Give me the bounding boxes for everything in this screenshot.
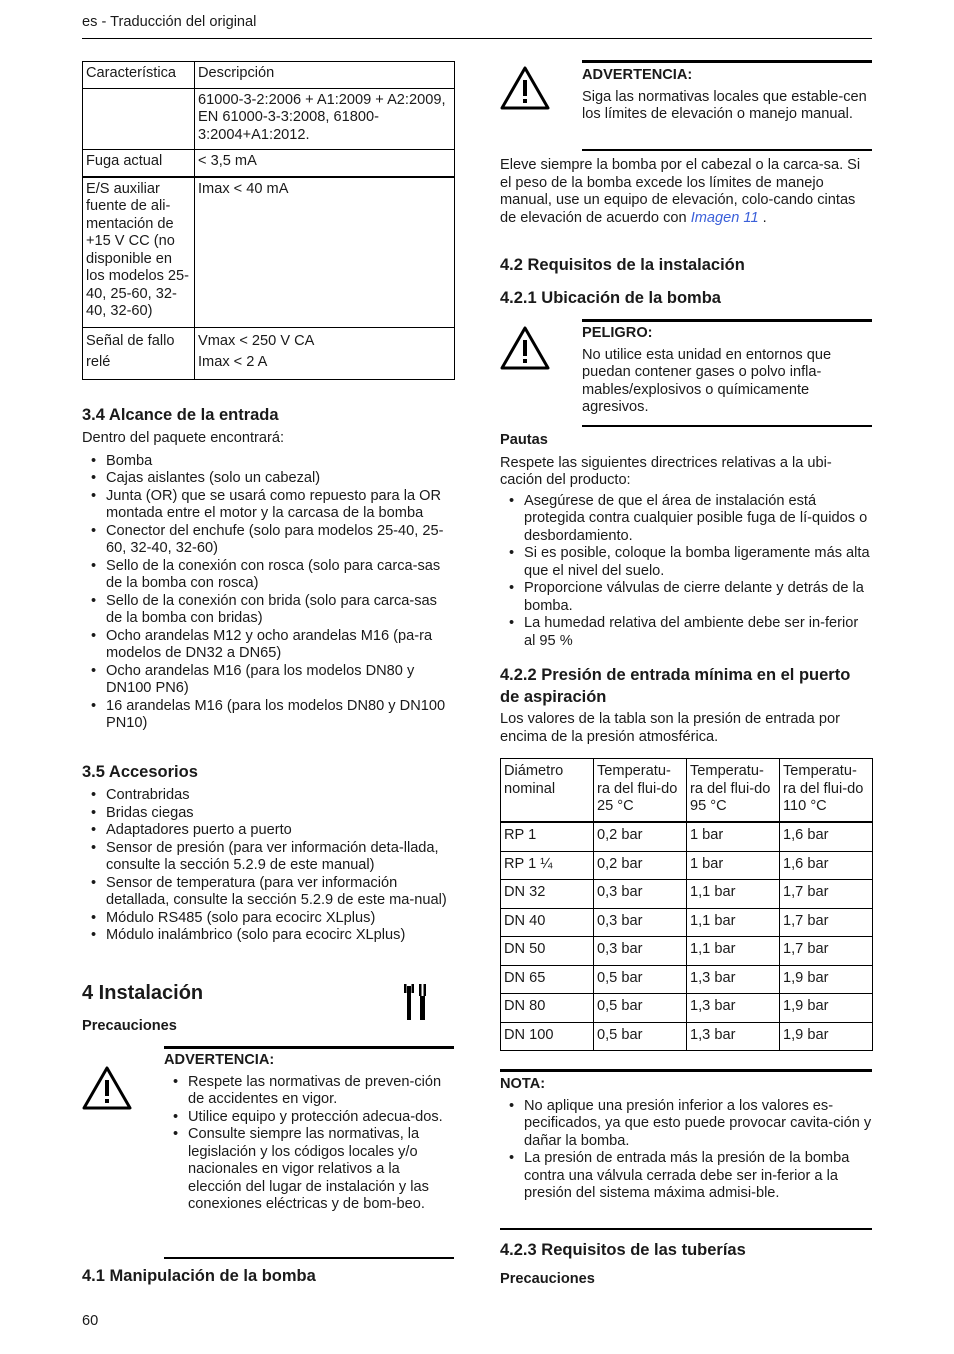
list-item: • Asegúrese de que el área de instalación está protegida contra cualquier posible fuga de lí-quidos o desbordamiento. xyxy=(524,493,872,546)
table-cell: 1,7 bar xyxy=(780,937,873,966)
lift-paragraph xyxy=(500,157,872,227)
guidelines-intro: Respete las siguientes directrices relativas a la ubi-cación del producto: xyxy=(500,454,832,488)
lift-text: Eleve siempre la bomba por el cabezal o la carca-sa. Si el peso de la bomba excede los límites de manejo manual, use un equipo de elevación, colo-cando cintas de elevación de acuerdo con xyxy=(500,157,861,226)
table-cell: 1,9 bar xyxy=(780,1022,873,1051)
table-cell: 1,1 bar xyxy=(687,937,780,966)
table-cell: 0,5 bar xyxy=(594,1022,687,1051)
table-row xyxy=(501,937,873,966)
spec-cell-feature: Señal de fallo relé xyxy=(83,327,195,379)
table-cell: DN 40 xyxy=(501,908,594,937)
table-cell: 0,5 bar xyxy=(594,994,687,1023)
note-title: NOTA: xyxy=(500,1076,546,1092)
list-item: • La presión de entrada más la presión de la bomba contra una válvula cerrada debe ser in-ferior a la presión del sistema máxima admisi-ble. xyxy=(524,1150,872,1203)
table-cell: 1,3 bar xyxy=(687,965,780,994)
warning-title: ADVERTENCIA: xyxy=(164,1052,275,1068)
spec-line: Vmax < 250 V CA xyxy=(198,332,315,349)
section-3-5 xyxy=(82,762,455,945)
spec-header-feature: Característica xyxy=(83,62,195,89)
warning-title: ADVERTENCIA: xyxy=(582,67,693,83)
table-cell: DN 32 xyxy=(501,880,594,909)
precautions-label: Precauciones xyxy=(500,1271,595,1287)
tools-icon xyxy=(402,982,430,1028)
table-cell: 1,7 bar xyxy=(780,908,873,937)
table-cell: 0,3 bar xyxy=(594,937,687,966)
chapter-title: 4 Instalación xyxy=(82,982,204,1004)
spec-cell-description: < 3,5 mA xyxy=(195,150,455,177)
warning-box xyxy=(582,60,872,151)
table-cell: 1,9 bar xyxy=(780,965,873,994)
table-header: Temperatu-ra del flui-do 25 °C xyxy=(594,759,687,823)
list-item: • Bomba xyxy=(106,453,455,471)
package-list xyxy=(82,453,455,733)
table-cell: 1,3 bar xyxy=(687,1022,780,1051)
figure-link[interactable]: Imagen 11 xyxy=(690,209,759,226)
table-header: Diámetro nominal xyxy=(501,759,594,823)
list-item: • Sello de la conexión con rosca (solo para carca-sas de la bomba con rosca) xyxy=(106,558,455,593)
header-divider xyxy=(82,38,872,39)
spec-header-description: Descripción xyxy=(195,62,455,89)
table-row xyxy=(501,851,873,880)
list-item: • Proporcione válvulas de cierre delante y detrás de la bomba. xyxy=(524,580,872,615)
list-item: • Bridas ciegas xyxy=(106,805,455,823)
spec-cell-feature xyxy=(83,88,195,150)
guidelines xyxy=(500,432,872,650)
section-title: 4.2 Requisitos de la instalación xyxy=(500,256,745,274)
section-intro: Dentro del paquete encontrará: xyxy=(82,430,285,446)
list-item: • Consulte siempre las normativas, la legislación y los códigos locales y/o nacionales en vigor relativos a la elección del lugar de instalación y las conexiones eléctricas y de bom-beo. xyxy=(188,1126,454,1214)
section-title: 3.4 Alcance de la entrada xyxy=(82,406,279,424)
table-row xyxy=(501,1022,873,1051)
accessories-list xyxy=(82,787,455,945)
list-item: • Sensor de temperatura (para ver información detallada, consulte la sección 5.2.9 de este ma-nual) xyxy=(106,875,455,910)
list-item: • Módulo RS485 (solo para ecocirc XLplus) xyxy=(106,910,455,928)
list-item: • Conector del enchufe (solo para modelos 25-40, 25-60, 32-40, 32-60) xyxy=(106,523,455,558)
section-title: 4.2.2 Presión de entrada mínima en el puerto de aspiración xyxy=(500,666,851,706)
table-cell: 1 bar xyxy=(687,822,780,851)
page-header: es - Traducción del original xyxy=(82,14,257,30)
table-row xyxy=(501,908,873,937)
warning-triangle-icon xyxy=(500,66,550,116)
table-cell: 0,3 bar xyxy=(594,880,687,909)
section-3-4 xyxy=(82,405,455,733)
section-intro: Los valores de la tabla son la presión de entrada por encima de la presión atmosférica. xyxy=(500,711,840,745)
section-title: 4.2.1 Ubicación de la bomba xyxy=(500,289,721,307)
guidelines-title: Pautas xyxy=(500,432,548,448)
section-title: 4.2.3 Requisitos de las tuberías xyxy=(500,1241,746,1259)
list-item: • No aplique una presión inferior a los valores es-pecificados, ya que esto puede provocar cavita-ción y dañar la bomba. xyxy=(524,1098,872,1151)
table-cell: 1,3 bar xyxy=(687,994,780,1023)
spec-cell-description: 61000-3-2:2006 + A1:2009 + A2:2009, EN 61000-3-3:2008, 61800-3:2004+A1:2012. xyxy=(195,88,455,150)
spec-cell-description: Imax < 40 mA xyxy=(195,177,455,328)
spec-table-container xyxy=(82,61,455,380)
table-cell: 0,2 bar xyxy=(594,851,687,880)
spec-cell-feature: E/S auxiliar fuente de ali-mentación de +15 V CC (no disponible en los modelos 25-40, 25-60, 32-40, 32-60) xyxy=(83,177,195,328)
table-cell: 1,6 bar xyxy=(780,851,873,880)
note-list xyxy=(500,1098,872,1203)
spec-cell-description xyxy=(195,327,455,379)
table-row xyxy=(501,994,873,1023)
table-header: Temperatu-ra del flui-do 95 °C xyxy=(687,759,780,823)
danger-title: PELIGRO: xyxy=(582,325,653,341)
table-cell: 1,7 bar xyxy=(780,880,873,909)
danger-box xyxy=(582,319,872,427)
table-cell: 1,9 bar xyxy=(780,994,873,1023)
list-item: • Módulo inalámbrico (solo para ecocirc XLplus) xyxy=(106,927,455,945)
table-row xyxy=(501,965,873,994)
table-cell: 1 bar xyxy=(687,851,780,880)
list-item: • Contrabridas xyxy=(106,787,455,805)
list-item: • Ocho arandelas M16 (para los modelos DN80 y DN100 PN6) xyxy=(106,663,455,698)
lift-text-end: . xyxy=(758,209,767,226)
list-item: • Adaptadores puerto a puerto xyxy=(106,822,455,840)
table-cell: DN 50 xyxy=(501,937,594,966)
list-item: • La humedad relativa del ambiente debe ser in-ferior al 95 % xyxy=(524,615,872,650)
warning-text: Siga las normativas locales que estable-cen los límites de elevación o manejo manual. xyxy=(582,88,867,122)
spec-cell-feature: Fuga actual xyxy=(83,150,195,177)
table-cell: RP 1 ¼ xyxy=(501,851,594,880)
table-cell: DN 65 xyxy=(501,965,594,994)
pressure-table-container xyxy=(500,758,872,1051)
list-item: • 16 arandelas M16 (para los modelos DN80 y DN100 PN10) xyxy=(106,698,455,733)
table-cell: DN 80 xyxy=(501,994,594,1023)
list-item: • Cajas aislantes (solo un cabezal) xyxy=(106,470,455,488)
spec-line: Imax < 2 A xyxy=(198,354,268,370)
danger-text: No utilice esta unidad en entornos que puedan contener gases o polvo infla-mables/explosivos o químicamente agresivos. xyxy=(582,346,832,415)
table-cell: 0,2 bar xyxy=(594,822,687,851)
list-item: • Si es posible, coloque la bomba ligeramente más alta que el nivel del suelo. xyxy=(524,545,872,580)
table-cell: RP 1 xyxy=(501,822,594,851)
pressure-table xyxy=(500,758,873,1051)
table-cell: 0,5 bar xyxy=(594,965,687,994)
precautions-label: Precauciones xyxy=(82,1018,177,1034)
table-cell: 1,6 bar xyxy=(780,822,873,851)
list-item: • Junta (OR) que se usará como repuesto para la OR montada entre el motor y la carcasa de la bomba xyxy=(106,488,455,523)
table-cell: DN 100 xyxy=(501,1022,594,1051)
list-item: • Sello de la conexión con brida (solo para carca-sas de la bomba con bridas) xyxy=(106,593,455,628)
list-item: • Ocho arandelas M12 y ocho arandelas M16 (pa-ra modelos de DN32 a DN65) xyxy=(106,628,455,663)
list-item: • Utilice equipo y protección adecua-dos. xyxy=(188,1109,454,1127)
guidelines-list xyxy=(500,493,872,651)
list-item: • Sensor de presión (para ver información deta-llada, consulte la sección 5.2.9 de este manual) xyxy=(106,840,455,875)
page-number: 60 xyxy=(82,1313,99,1329)
list-item: • Respete las normativas de preven-ción de accidentes en vigor. xyxy=(188,1074,454,1109)
table-cell: 1,1 bar xyxy=(687,908,780,937)
warning-box xyxy=(164,1046,454,1259)
spec-table xyxy=(82,61,455,380)
section-title: 3.5 Accesorios xyxy=(82,763,198,781)
table-row xyxy=(501,880,873,909)
warning-triangle-icon xyxy=(500,326,550,376)
table-row xyxy=(501,822,873,851)
section-title: 4.1 Manipulación de la bomba xyxy=(82,1267,316,1285)
table-header: Temperatu-ra del flui-do 110 °C xyxy=(780,759,873,823)
table-cell: 0,3 bar xyxy=(594,908,687,937)
note-box xyxy=(500,1069,872,1230)
table-cell: 1,1 bar xyxy=(687,880,780,909)
warning-list xyxy=(164,1074,454,1214)
warning-triangle-icon xyxy=(82,1066,132,1116)
